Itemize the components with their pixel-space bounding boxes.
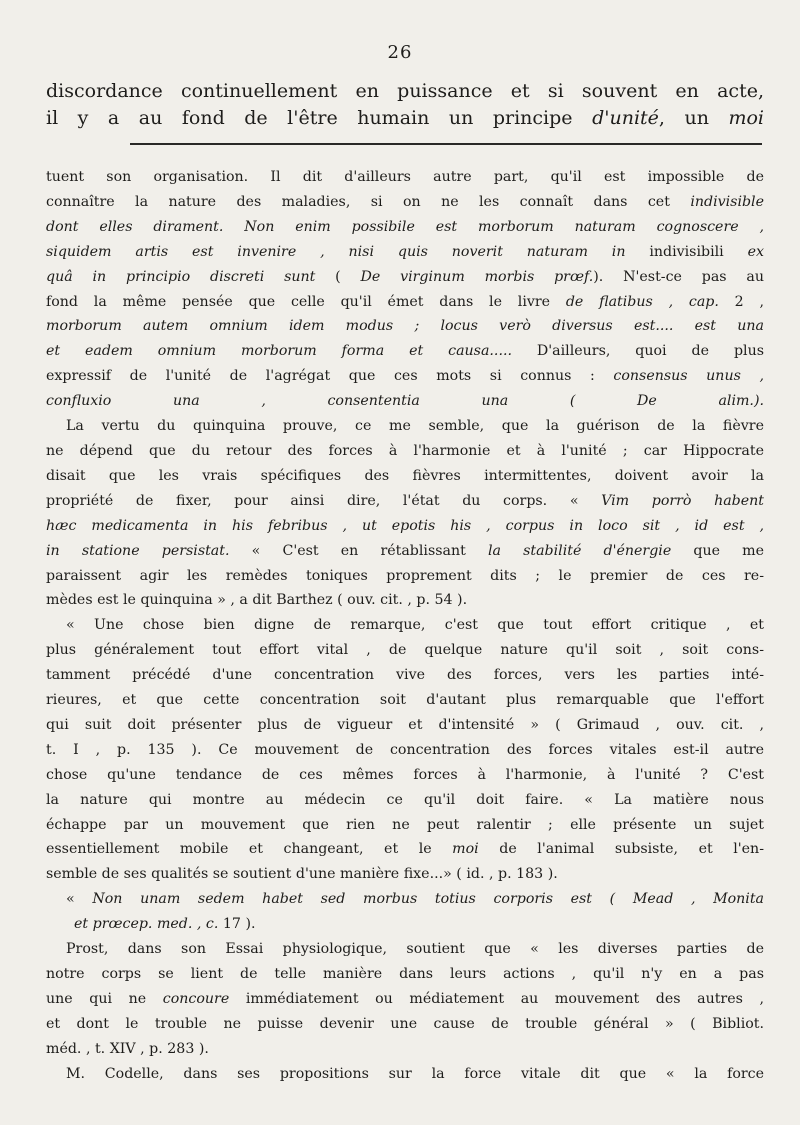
footnote-line: t. I , p. 135 ). Ce mouvement de concentration des forces vitales est-il autre [46, 741, 764, 758]
main-text-segment: il y a au fond de l'être humain un principe [46, 107, 593, 129]
footnote-line: une qui ne concoure immédiatement ou médiatement au mouvement des autres , [46, 990, 764, 1007]
footnote-line: fond la même pensée que celle qu'il émet dans le livre de flatibus , cap. 2 , [46, 293, 764, 310]
footnote-line: méd. , t. XIV , p. 283 ). [46, 1040, 209, 1057]
footnote-line: plus généralement tout effort vital , de quelque nature qu'il soit , soit cons- [46, 642, 764, 659]
footnote-line: connaître la nature des maladies, si on ne les connaît dans cet indivisible [46, 193, 764, 210]
footnote-line: la nature qui montre au médecin ce qu'il doit faire. « La matière nous [46, 791, 764, 808]
footnote-line: morborum autem omnium idem modus ; locus verò diversus est.... est una [46, 318, 764, 335]
footnotes [46, 165, 764, 1087]
footnote-line: dont elles dirament. Non enim possibile est morborum naturam cognoscere , [46, 218, 764, 235]
footnote-line: disait que les vrais spécifiques des fièvres intermittentes, doivent avoir la [46, 467, 764, 484]
footnote-line: Prost, dans son Essai physiologique, soutient que « les diverses parties de [66, 941, 764, 958]
footnote-line: échappe par un mouvement que rien ne peut ralentir ; elle présente un sujet [46, 816, 764, 833]
footnote-line: propriété de fixer, pour ainsi dire, l'état du corps. « Vim porrò habent [46, 492, 764, 509]
footnote-line: paraissent agir les remèdes toniques proprement dits ; le premier de ces re- [46, 567, 764, 584]
main-text-segment: , un [658, 107, 729, 129]
footnote-line: qui suit doit présenter plus de vigueur et d'intensité » ( Grimaud , ouv. cit. , [46, 716, 764, 733]
footnote-line: tuent son organisation. Il dit d'ailleurs autre part, qu'il est impossible de [46, 169, 764, 185]
footnote-line: siquidem artis est invenire , nisi quis noverit naturam in indivisibili ex [46, 243, 764, 260]
footnote-line: et dont le trouble ne puisse devenir une cause de trouble général » ( Bibliot. [46, 1015, 764, 1032]
footnote-line: chose qu'une tendance de ces mêmes forces à l'harmonie, à l'unité ? C'est [46, 766, 764, 783]
footnote-line: « Une chose bien digne de remarque, c'est que tout effort critique , et [66, 617, 764, 634]
footnote-line: « Non unam sedem habet sed morbus totius corporis est ( Mead , Monita [66, 891, 764, 908]
main-text [46, 78, 764, 132]
footnote-line: quâ in principio discreti sunt ( De virginum morbis prœf.). N'est-ce pas au [46, 268, 764, 285]
footnote-line: rieures, et que cette concentration soit d'autant plus remarquable que l'effort [46, 692, 764, 709]
footnote-line: in statione persistat. « C'est en rétablissant la stabilité d'énergie que me [46, 542, 764, 559]
footnote-line: et eadem omnium morborum forma et causa..... D'ailleurs, quoi de plus [46, 343, 764, 360]
footnote-line: et prœcep. med. , c. 17 ). [74, 916, 256, 933]
footnote-line: M. Codelle, dans ses propositions sur la force vitale dit que « la force [66, 1065, 764, 1082]
footnote-line: essentiellement mobile et changeant, et le moi de l'animal subsiste, et l'en- [46, 841, 764, 858]
footnote-line: tamment précédé d'une concentration vive des forces, vers les parties inté- [46, 667, 764, 684]
footnote-line: confluxio una , consententia una ( De alim.). [46, 393, 764, 410]
footnote-line: La vertu du quinquina prouve, ce me semble, que la guérison de la fièvre [66, 418, 764, 435]
page-number: 26 [387, 42, 413, 63]
footnote-separator [130, 143, 762, 145]
main-text-line-2 [46, 105, 764, 132]
footnote-line: expressif de l'unité de l'agrégat que ces mots si connus : consensus unus , [46, 368, 764, 385]
main-text-italic-unite: d'unité [592, 107, 659, 129]
footnote-line: ne dépend que du retour des forces à l'harmonie et à l'unité ; car Hippocrate [46, 442, 764, 459]
main-text-line-1: discordance continuellement en puissance et si souvent en acte, [46, 80, 764, 102]
footnote-line: notre corps se lient de telle manière dans leurs actions , qu'il n'y en a pas [46, 966, 764, 982]
footnote-line: semble de ses qualités se soutient d'une manière fixe...» ( id. , p. 183 ). [46, 866, 558, 883]
footnote-line: hæc medicamenta in his febribus , ut epotis his , corpus in loco sit , id est , [46, 517, 764, 534]
main-text-italic-moi: moi [728, 107, 765, 129]
footnote-line: mèdes est le quinquina » , a dit Barthez ( ouv. cit. , p. 54 ). [46, 592, 468, 609]
